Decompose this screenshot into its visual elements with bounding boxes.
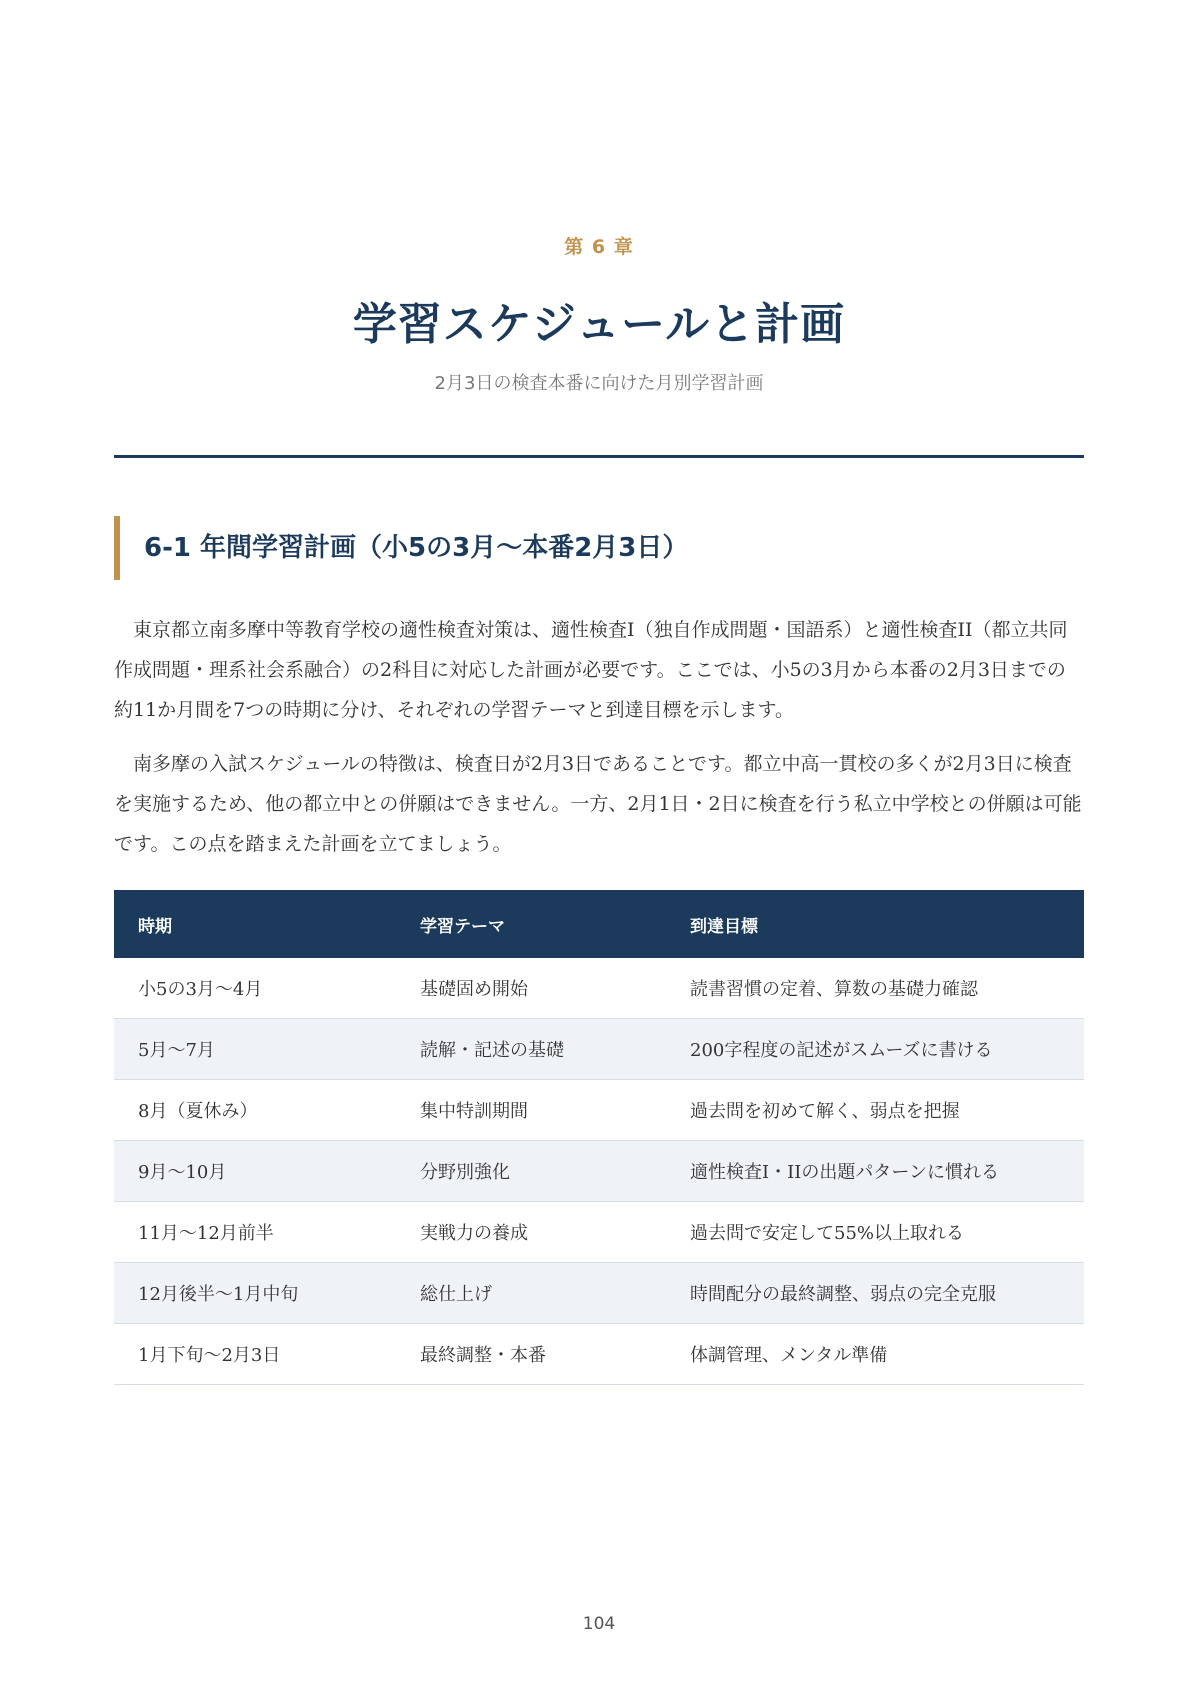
cell-period: 小5の3月〜4月 [114,958,396,1019]
header-period: 時期 [138,916,172,937]
cell-period: 5月〜7月 [114,1019,396,1080]
cell-goal: 読書習慣の定着、算数の基礎力確認 [666,958,1084,1019]
document-page [114,0,1084,1684]
cell-theme: 基礎固め開始 [396,958,666,1019]
cell-goal: 過去問で安定して55%以上取れる [666,1202,1084,1263]
cell-period: 1月下旬〜2月3日 [114,1324,396,1385]
section-body [114,610,1084,878]
cell-theme: 読解・記述の基礎 [396,1019,666,1080]
section-heading: 6-1 年間学習計画（小5の3月〜本番2月3日） [114,516,1054,580]
table-header-row [114,890,1084,958]
header-theme: 学習テーマ [420,916,505,937]
body-paragraph: 東京都立南多摩中等教育学校の適性検査対策は、適性検査I（独自作成問題・国語系）と適性検査II（都立共同作成問題・理系社会系融合）の2科目に対応した計画が必要です。ここでは、小5の3月から本番の2月3日までの約11か月間を7つの時期に分け、それぞれの学習テーマと到達目標を示します。 [114,619,1068,721]
cell-theme: 最終調整・本番 [396,1324,666,1385]
cell-theme: 分野別強化 [396,1141,666,1202]
title-divider [114,455,1084,458]
table-row [114,1263,1084,1324]
table-row [114,1080,1084,1141]
chapter-subtitle: 2月3日の検査本番に向けた月別学習計画 [434,373,764,394]
table-row [114,1019,1084,1080]
cell-goal: 時間配分の最終調整、弱点の完全克服 [666,1263,1084,1324]
chapter-label: 第 6 章 [564,236,634,258]
cell-goal: 体調管理、メンタル準備 [666,1324,1084,1385]
table-row [114,1324,1084,1385]
header-goal: 到達目標 [690,916,758,937]
cell-goal: 過去問を初めて解く、弱点を把握 [666,1080,1084,1141]
table-row [114,958,1084,1019]
page-number: 104 [582,1614,616,1634]
cell-goal: 適性検査I・IIの出題パターンに慣れる [666,1141,1084,1202]
body-paragraph: 南多摩の入試スケジュールの特徴は、検査日が2月3日であることです。都立中高一貫校の多くが2月3日に検査を実施するため、他の都立中との併願はできません。一方、2月1日・2日に検査を行う私立中学校との併願は可能です。この点を踏まえた計画を立てましょう。 [114,753,1082,855]
cell-period: 8月（夏休み） [114,1080,396,1141]
cell-theme: 実戦力の養成 [396,1202,666,1263]
study-schedule-table [114,890,1084,1385]
table-row [114,1141,1084,1202]
cell-period: 9月〜10月 [114,1141,396,1202]
cell-theme: 集中特訓期間 [396,1080,666,1141]
cell-goal: 200字程度の記述がスムーズに書ける [666,1019,1084,1080]
cell-theme: 総仕上げ [396,1263,666,1324]
chapter-title: 学習スケジュールと計画 [352,299,846,350]
cell-period: 12月後半〜1月中旬 [114,1263,396,1324]
table-row [114,1202,1084,1263]
cell-period: 11月〜12月前半 [114,1202,396,1263]
